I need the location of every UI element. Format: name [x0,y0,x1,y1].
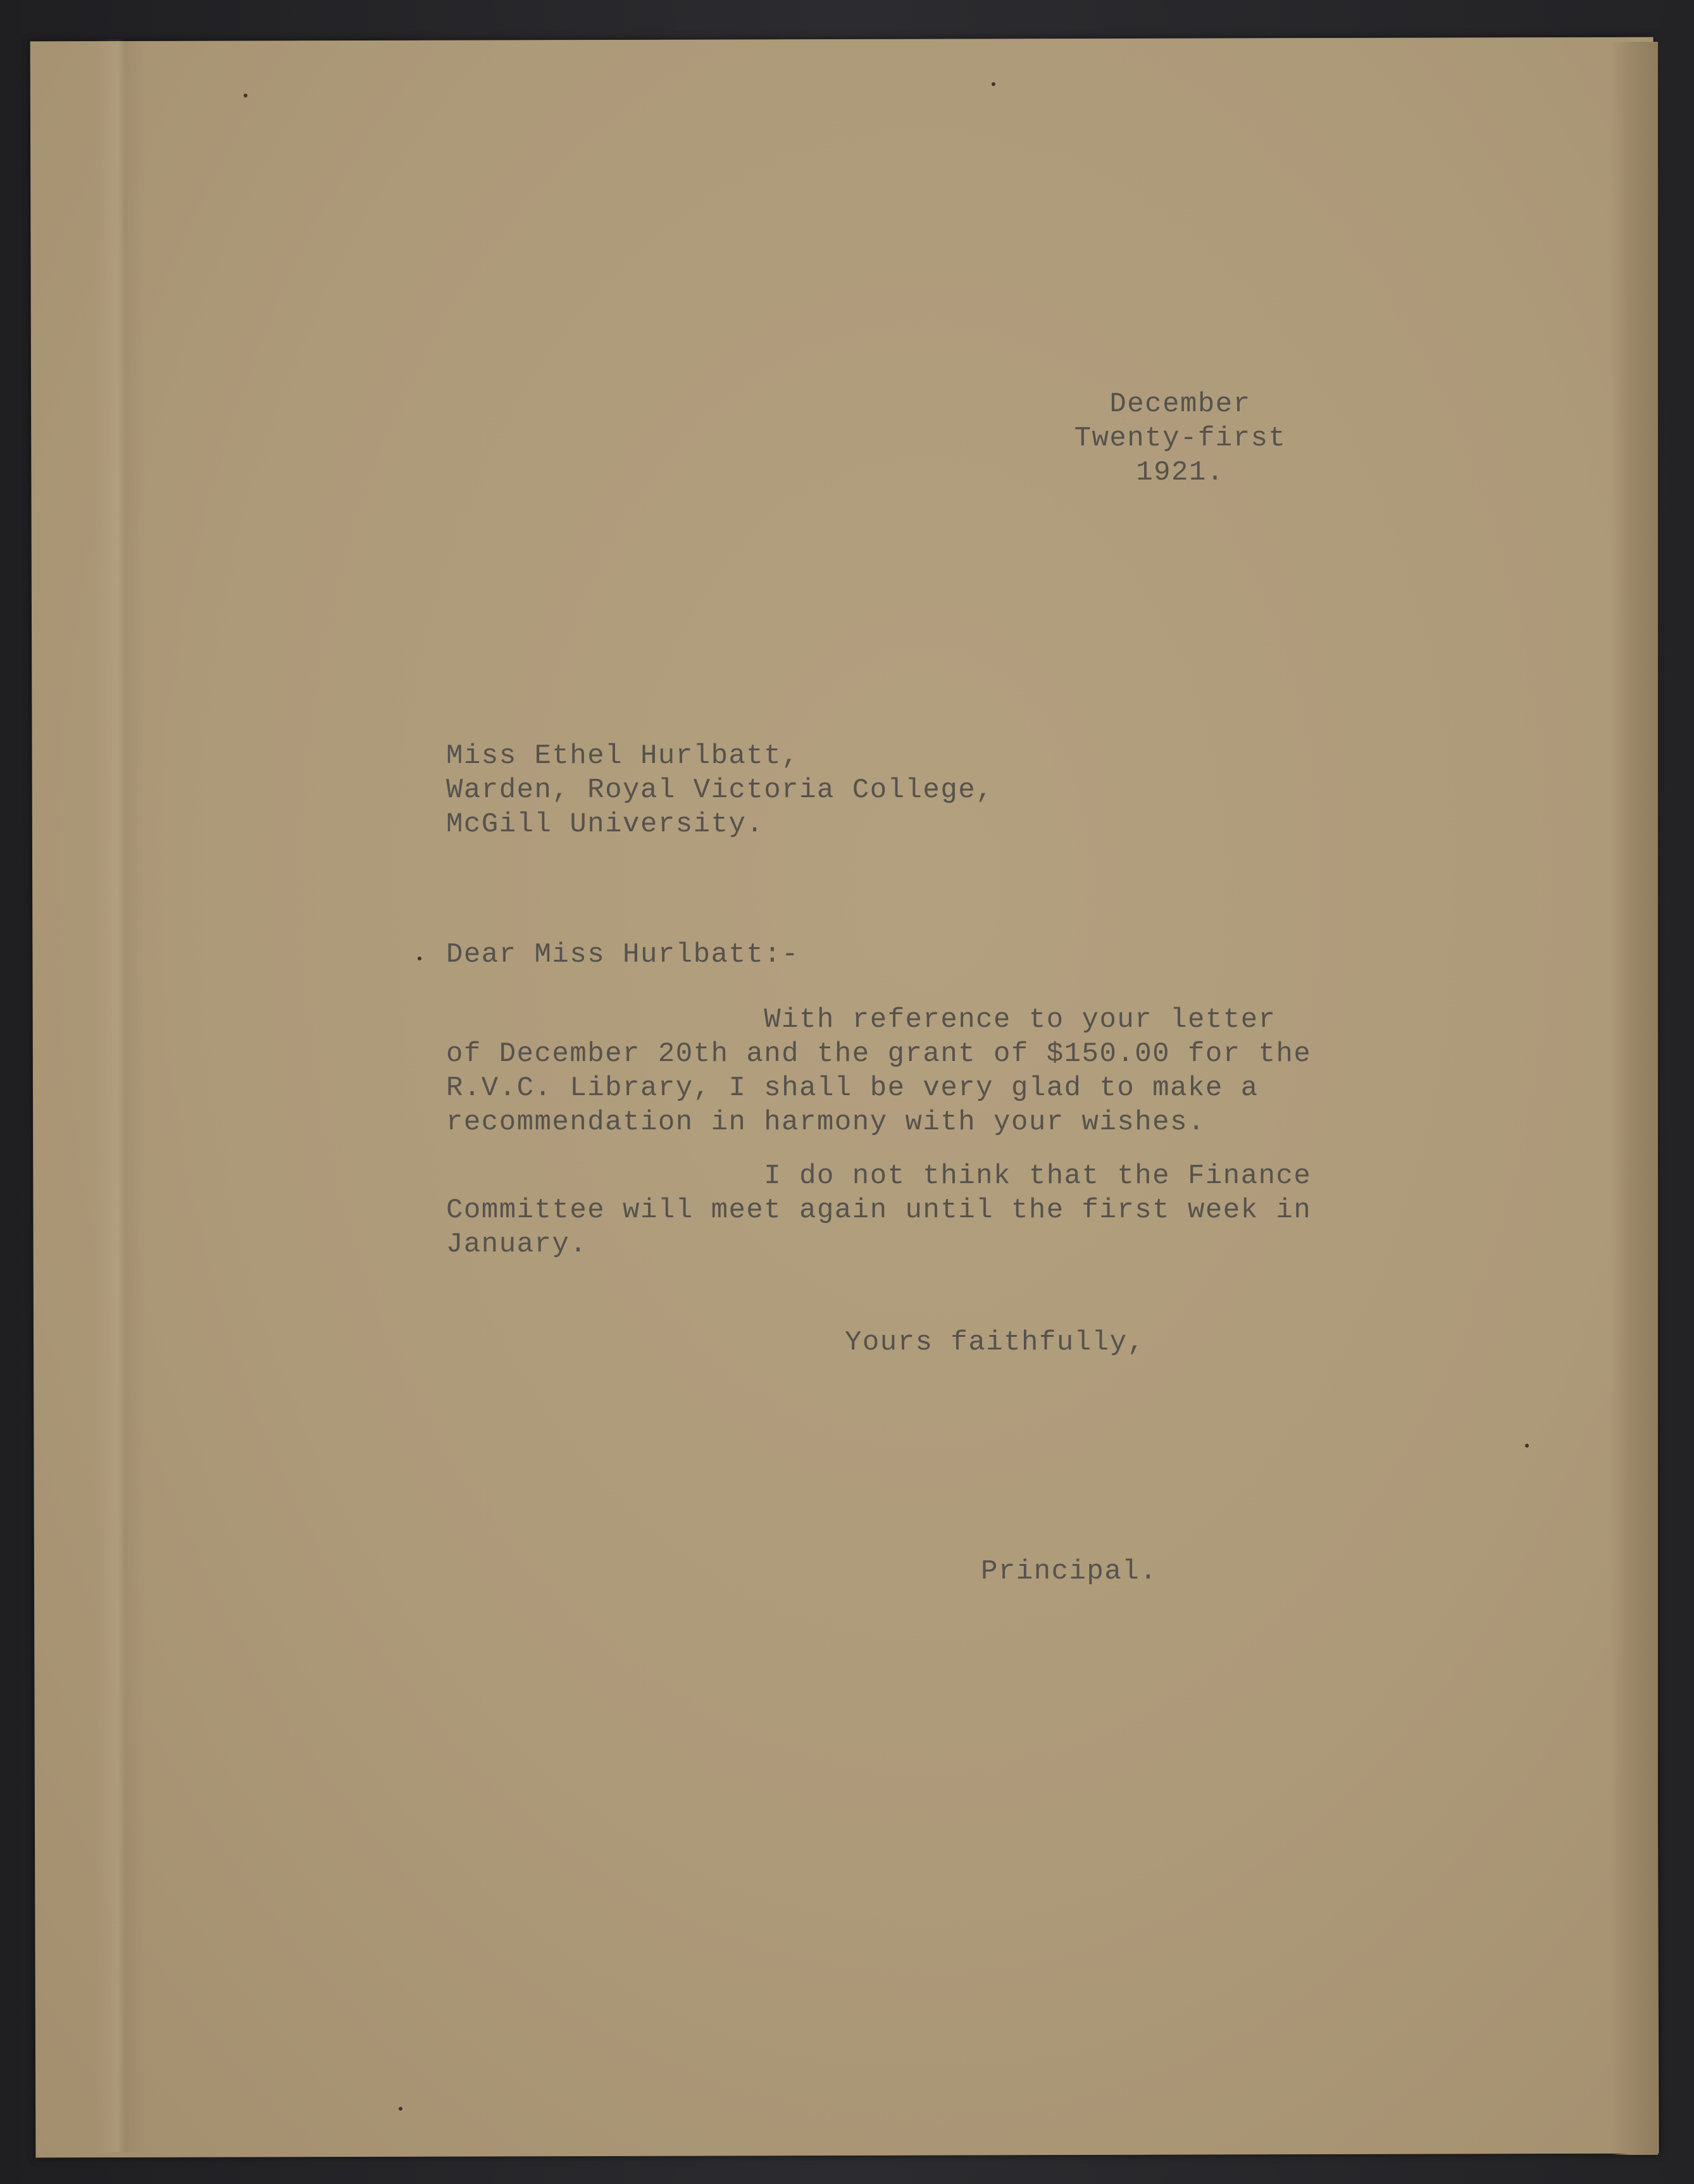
body-paragraph-1 [446,1003,1311,1139]
recipient-name: Miss Ethel Hurlbatt, [446,740,800,772]
body-line: I do not think that the Finance [446,1160,1312,1192]
paper-speck [1525,1444,1529,1448]
body-line: R.V.C. Library, I shall be very glad to make a [446,1072,1259,1104]
recipient-title: Warden, Royal Victoria College, [446,774,994,806]
date-month: December [1109,388,1251,420]
body-line: January. [446,1229,588,1260]
paper-underlay-edge [1610,42,1658,2155]
closing: Yours faithfully, [845,1327,1145,1358]
paper-speck [992,82,995,86]
recipient-address [446,739,993,841]
letter-date [1057,387,1304,490]
recipient-institution: McGill University. [446,809,764,840]
paper-speck [399,2107,402,2111]
signature-title: Principal. [981,1556,1158,1587]
body-paragraph-2 [446,1159,1311,1262]
body-line: of December 20th and the grant of $150.00 for the [446,1038,1312,1070]
date-year: 1921. [1136,457,1224,488]
paper-crease [95,39,146,2152]
date-day: Twenty-first [1074,423,1286,454]
salutation: Dear Miss Hurlbatt:- [446,939,800,971]
body-line: Committee will meet again until the first week in [446,1194,1312,1226]
body-line: With reference to your letter [446,1004,1276,1036]
paper-speck [418,957,421,960]
body-line: recommendation in harmony with your wishes. [446,1107,1205,1138]
paper-speck [244,94,247,97]
